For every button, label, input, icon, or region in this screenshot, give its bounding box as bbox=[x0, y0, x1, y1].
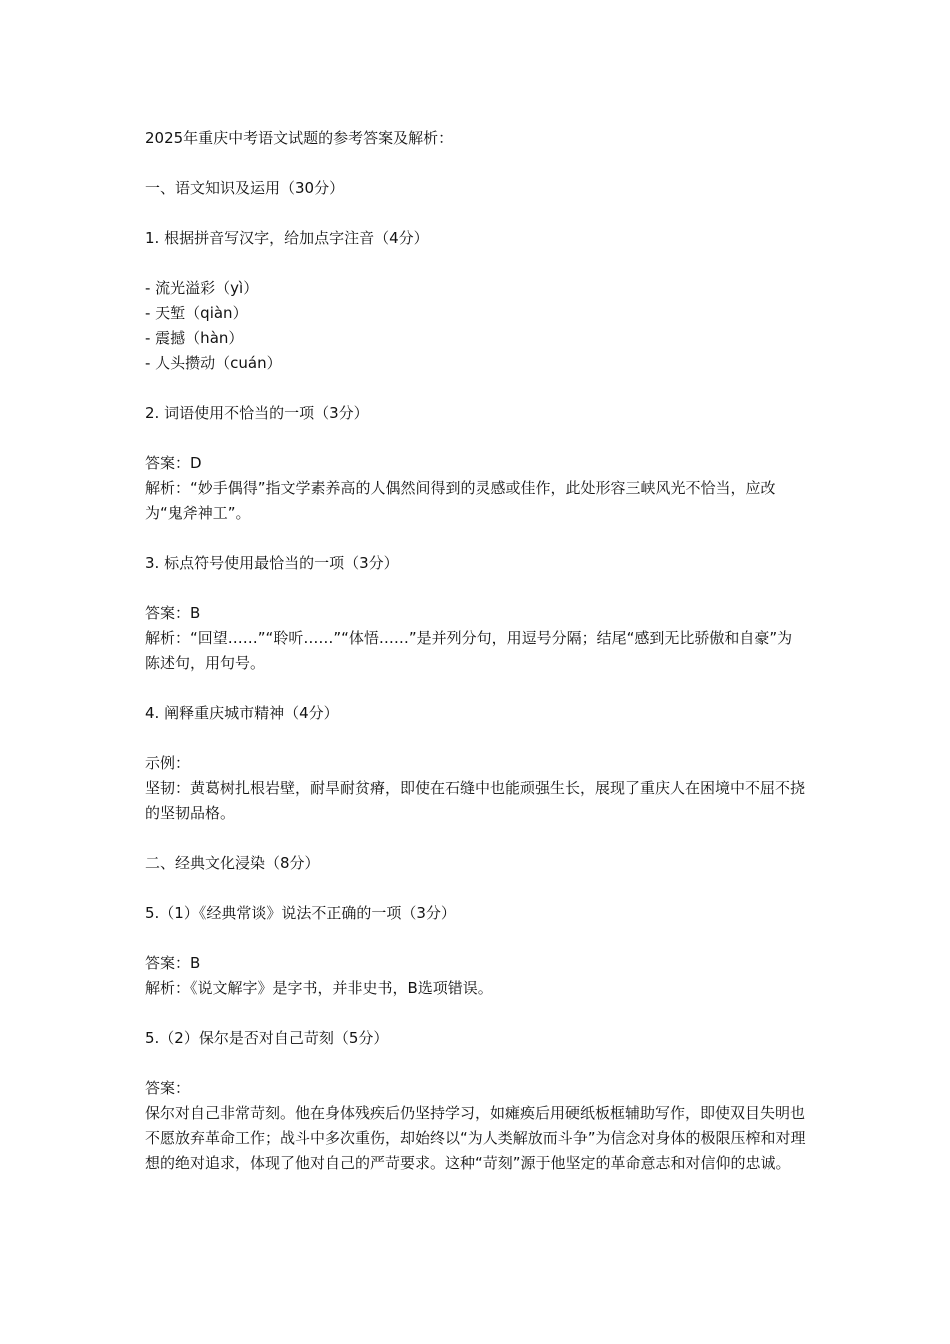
q1-item: - 人头攒动（cuán） bbox=[145, 354, 282, 372]
spacer bbox=[145, 251, 807, 276]
spacer bbox=[145, 926, 807, 951]
spacer bbox=[145, 1001, 807, 1026]
q1-title: 1. 根据拼音写汉字，给加点字注音（4分） bbox=[145, 229, 429, 247]
spacer bbox=[145, 1051, 807, 1076]
spacer bbox=[145, 826, 807, 851]
spacer bbox=[145, 201, 807, 226]
q1-item: - 震撼（hàn） bbox=[145, 329, 244, 347]
q2-title: 2. 词语使用不恰当的一项（3分） bbox=[145, 404, 369, 422]
q2-answer: 答案：D bbox=[145, 454, 202, 472]
document-title: 2025年重庆中考语文试题的参考答案及解析： bbox=[145, 129, 454, 147]
section1-heading: 一、语文知识及运用（30分） bbox=[145, 179, 345, 197]
q4-example: 坚韧：黄葛树扎根岩壁，耐旱耐贫瘠，即使在石缝中也能顽强生长，展现了重庆人在困境中不屈不挠的坚韧品格。 bbox=[145, 779, 806, 822]
q5-2-answer-label: 答案： bbox=[145, 1079, 191, 1097]
spacer bbox=[145, 676, 807, 701]
spacer bbox=[145, 726, 807, 751]
section2-heading: 二、经典文化浸染（8分） bbox=[145, 854, 320, 872]
q5-2-title: 5.（2）保尔是否对自己苛刻（5分） bbox=[145, 1029, 389, 1047]
q3-title: 3. 标点符号使用最恰当的一项（3分） bbox=[145, 554, 399, 572]
q4-example-label: 示例： bbox=[145, 754, 191, 772]
q5-2-answer: 保尔对自己非常苛刻。他在身体残疾后仍坚持学习，如瘫痪后用硬纸板框辅助写作，即使双目失明也不愿放弃革命工作；战斗中多次重伤，却始终以“为人类解放而斗争”为信念对身体的极限压榨和对理想的绝对追求，体现了他对自己的严苛要求。这种“苛刻”源于他坚定的革命意志和对信仰的忠诚。 bbox=[145, 1104, 806, 1172]
q1-item: - 流光溢彩（yì） bbox=[145, 279, 259, 297]
spacer bbox=[145, 376, 807, 401]
spacer bbox=[145, 426, 807, 451]
spacer bbox=[145, 876, 807, 901]
q2-analysis: 解析：“妙手偶得”指文学素养高的人偶然间得到的灵感或佳作，此处形容三峡风光不恰当，应改为“鬼斧神工”。 bbox=[145, 479, 776, 522]
q5-1-title: 5.（1）《经典常谈》说法不正确的一项（3分） bbox=[145, 904, 456, 922]
spacer bbox=[145, 576, 807, 601]
spacer bbox=[145, 526, 807, 551]
q1-item: - 天堑（qiàn） bbox=[145, 304, 248, 322]
document-body bbox=[145, 126, 807, 1176]
q4-title: 4. 阐释重庆城市精神（4分） bbox=[145, 704, 339, 722]
q5-1-answer: 答案：B bbox=[145, 954, 201, 972]
q5-1-analysis: 解析：《说文解字》是字书，并非史书，B选项错误。 bbox=[145, 979, 493, 997]
spacer bbox=[145, 151, 807, 176]
q3-answer: 答案：B bbox=[145, 604, 201, 622]
q3-analysis: 解析：“回望……”“聆听……”“体悟……”是并列分句，用逗号分隔；结尾“感到无比骄傲和自豪”为陈述句，用句号。 bbox=[145, 629, 793, 672]
